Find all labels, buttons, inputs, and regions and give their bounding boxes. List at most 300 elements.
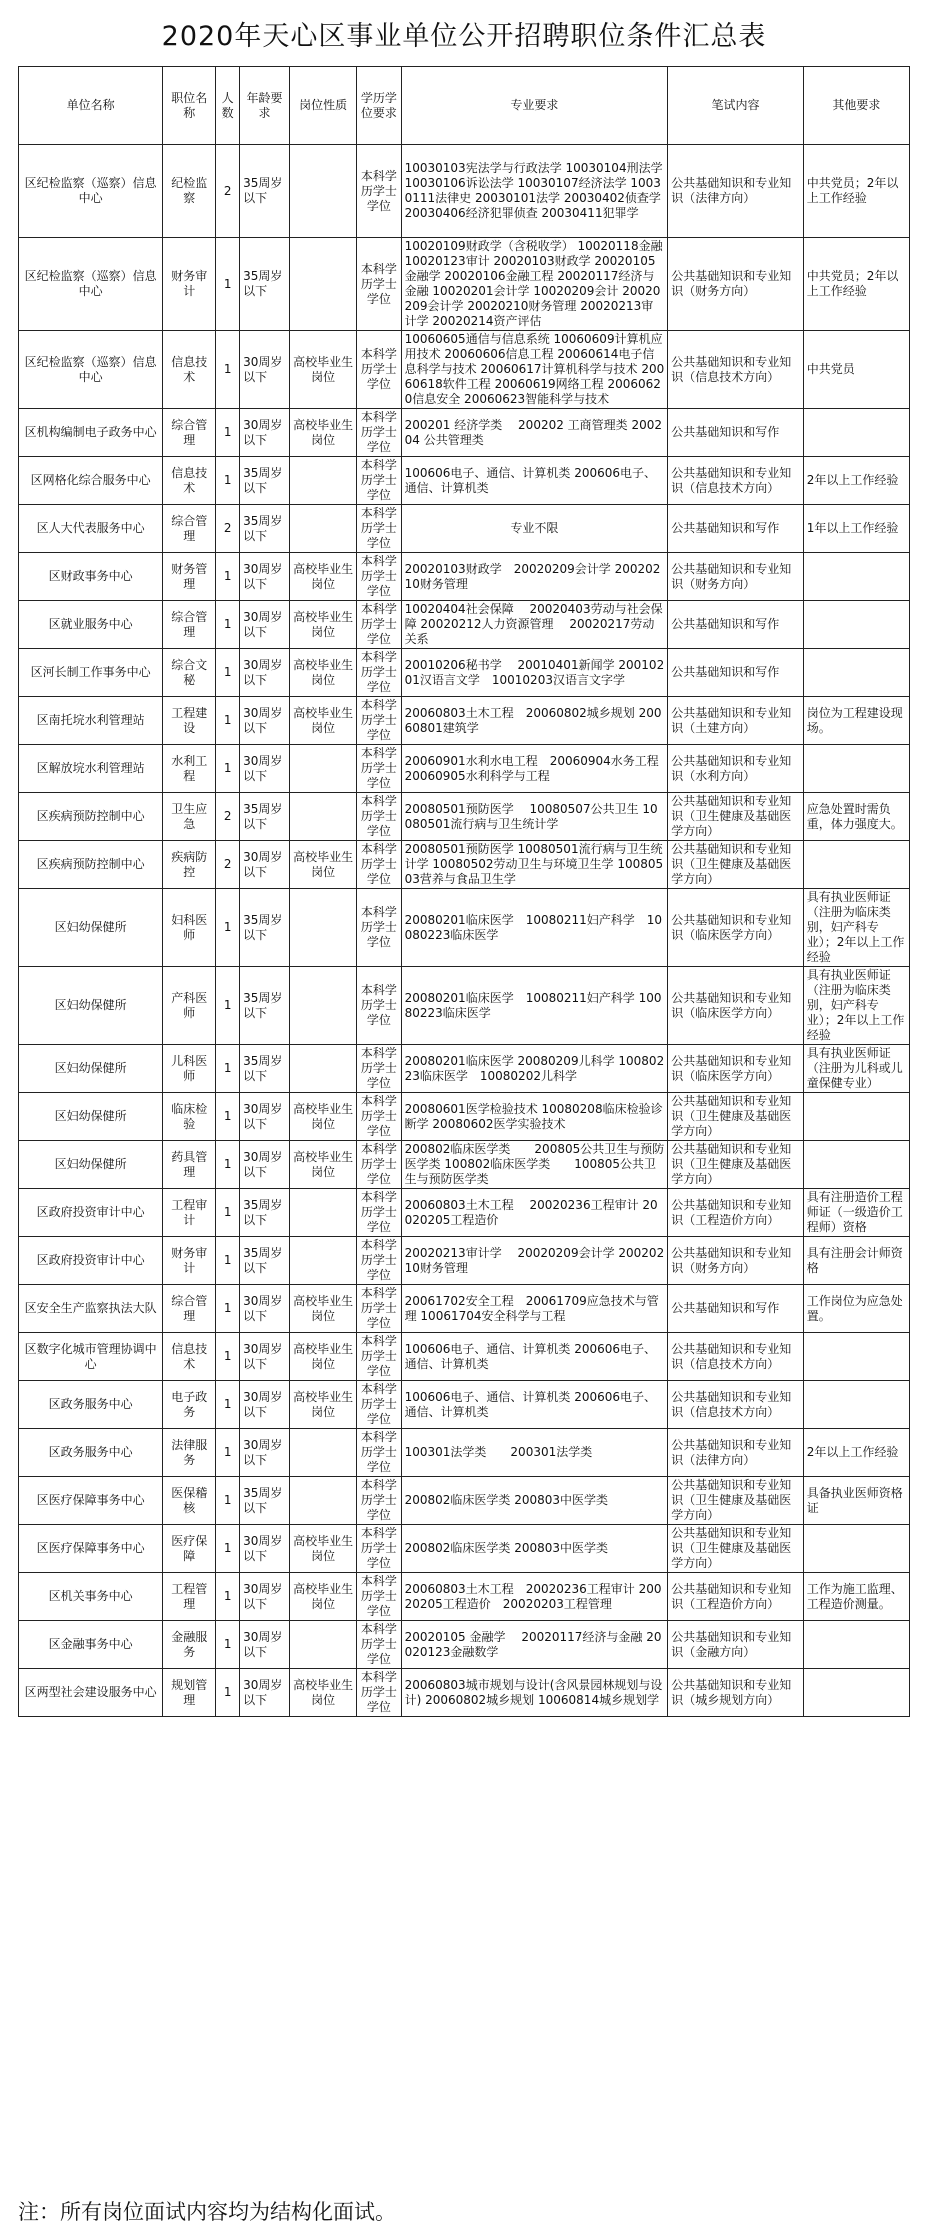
position-cell: 工程建设: [163, 697, 216, 745]
column-header: 专业要求: [401, 67, 668, 145]
unit-name-cell: 区纪检监察（巡察）信息中心: [19, 145, 163, 238]
post-type-cell: 高校毕业生岗位: [289, 409, 356, 457]
table-row: [19, 1525, 910, 1573]
table-row: [19, 553, 910, 601]
major-cell: 10060605通信与信息系统 10060609计算机应用技术 20060606信息工程 20060614电子信息科学与技术 20060617计算机科学与技术 20060618软件工程 20060619网络工程 20060620信息安全 20060623智能科学与技术: [401, 331, 668, 409]
count-cell: 1: [216, 1285, 240, 1333]
age-cell: 35周岁以下: [240, 967, 290, 1045]
count-cell: 2: [216, 793, 240, 841]
other-cell: [803, 601, 909, 649]
post-type-cell: [289, 967, 356, 1045]
age-cell: 35周岁以下: [240, 1237, 290, 1285]
other-cell: [803, 1525, 909, 1573]
position-cell: 规划管理: [163, 1669, 216, 1717]
post-type-cell: 高校毕业生岗位: [289, 697, 356, 745]
table-row: [19, 1189, 910, 1237]
exam-cell: 公共基础知识和专业知识（临床医学方向）: [668, 889, 803, 967]
unit-name-cell: 区机构编制电子政务中心: [19, 409, 163, 457]
other-cell: [803, 409, 909, 457]
exam-cell: 公共基础知识和专业知识（卫生健康及基础医学方向）: [668, 1093, 803, 1141]
table-row: [19, 889, 910, 967]
column-header: 学历学位要求: [357, 67, 401, 145]
other-cell: [803, 1141, 909, 1189]
exam-cell: 公共基础知识和专业知识（信息技术方向）: [668, 1333, 803, 1381]
age-cell: 30周岁以下: [240, 553, 290, 601]
position-cell: 财务管理: [163, 553, 216, 601]
exam-cell: 公共基础知识和专业知识（财务方向）: [668, 238, 803, 331]
major-cell: 10020404社会保障 20020403劳动与社会保障 20020212人力资源管理 20020217劳动关系: [401, 601, 668, 649]
count-cell: 1: [216, 649, 240, 697]
position-cell: 法律服务: [163, 1429, 216, 1477]
post-type-cell: 高校毕业生岗位: [289, 1141, 356, 1189]
major-cell: 专业不限: [401, 505, 668, 553]
exam-cell: 公共基础知识和专业知识（城乡规划方向）: [668, 1669, 803, 1717]
table-row: [19, 457, 910, 505]
position-cell: 工程审计: [163, 1189, 216, 1237]
degree-cell: 本科学历学士学位: [357, 331, 401, 409]
unit-name-cell: 区机关事务中心: [19, 1573, 163, 1621]
major-cell: 20060803土木工程 20020236工程审计 20020205工程造价: [401, 1189, 668, 1237]
unit-name-cell: 区纪检监察（巡察）信息中心: [19, 238, 163, 331]
exam-cell: 公共基础知识和专业知识（水利方向）: [668, 745, 803, 793]
major-cell: 20080601医学检验技术 10080208临床检验诊断学 20080602医学实验技术: [401, 1093, 668, 1141]
unit-name-cell: 区安全生产监察执法大队: [19, 1285, 163, 1333]
post-type-cell: [289, 889, 356, 967]
other-cell: [803, 1381, 909, 1429]
position-cell: 信息技术: [163, 1333, 216, 1381]
degree-cell: 本科学历学士学位: [357, 697, 401, 745]
post-type-cell: [289, 1621, 356, 1669]
count-cell: 1: [216, 889, 240, 967]
other-cell: 应急处置时需负重，体力强度大。: [803, 793, 909, 841]
position-cell: 信息技术: [163, 331, 216, 409]
column-header: 笔试内容: [668, 67, 803, 145]
major-cell: 100606电子、通信、计算机类 200606电子、通信、计算机类: [401, 457, 668, 505]
major-cell: 100606电子、通信、计算机类 200606电子、通信、计算机类: [401, 1333, 668, 1381]
degree-cell: 本科学历学士学位: [357, 889, 401, 967]
age-cell: 30周岁以下: [240, 601, 290, 649]
exam-cell: 公共基础知识和专业知识（卫生健康及基础医学方向）: [668, 1477, 803, 1525]
position-cell: 医保稽核: [163, 1477, 216, 1525]
exam-cell: 公共基础知识和专业知识（卫生健康及基础医学方向）: [668, 1141, 803, 1189]
degree-cell: 本科学历学士学位: [357, 793, 401, 841]
post-type-cell: 高校毕业生岗位: [289, 331, 356, 409]
count-cell: 1: [216, 697, 240, 745]
post-type-cell: [289, 238, 356, 331]
count-cell: 1: [216, 1621, 240, 1669]
exam-cell: 公共基础知识和专业知识（临床医学方向）: [668, 967, 803, 1045]
degree-cell: 本科学历学士学位: [357, 1669, 401, 1717]
post-type-cell: [289, 793, 356, 841]
degree-cell: 本科学历学士学位: [357, 238, 401, 331]
count-cell: 1: [216, 238, 240, 331]
table-row: [19, 505, 910, 553]
degree-cell: 本科学历学士学位: [357, 1429, 401, 1477]
position-cell: 综合管理: [163, 1285, 216, 1333]
other-cell: 具备执业医师资格证: [803, 1477, 909, 1525]
position-cell: 卫生应急: [163, 793, 216, 841]
post-type-cell: 高校毕业生岗位: [289, 553, 356, 601]
count-cell: 1: [216, 1237, 240, 1285]
position-cell: 药具管理: [163, 1141, 216, 1189]
exam-cell: 公共基础知识和专业知识（卫生健康及基础医学方向）: [668, 793, 803, 841]
unit-name-cell: 区网格化综合服务中心: [19, 457, 163, 505]
major-cell: 20080501预防医学 10080507公共卫生 10080501流行病与卫生统计学: [401, 793, 668, 841]
degree-cell: 本科学历学士学位: [357, 1237, 401, 1285]
count-cell: 1: [216, 601, 240, 649]
exam-cell: 公共基础知识和写作: [668, 505, 803, 553]
table-row: [19, 649, 910, 697]
position-cell: 财务审计: [163, 1237, 216, 1285]
count-cell: 1: [216, 1669, 240, 1717]
other-cell: 岗位为工程建设现场。: [803, 697, 909, 745]
unit-name-cell: 区数字化城市管理协调中心: [19, 1333, 163, 1381]
degree-cell: 本科学历学士学位: [357, 1573, 401, 1621]
age-cell: 35周岁以下: [240, 889, 290, 967]
unit-name-cell: 区医疗保障事务中心: [19, 1525, 163, 1573]
post-type-cell: 高校毕业生岗位: [289, 1381, 356, 1429]
post-type-cell: [289, 457, 356, 505]
count-cell: 1: [216, 331, 240, 409]
age-cell: 35周岁以下: [240, 1477, 290, 1525]
table-row: [19, 1093, 910, 1141]
major-cell: 20080201临床医学 10080211妇产科学 10080223临床医学: [401, 889, 668, 967]
age-cell: 30周岁以下: [240, 1141, 290, 1189]
degree-cell: 本科学历学士学位: [357, 1333, 401, 1381]
exam-cell: 公共基础知识和专业知识（财务方向）: [668, 553, 803, 601]
exam-cell: 公共基础知识和写作: [668, 409, 803, 457]
position-cell: 儿科医师: [163, 1045, 216, 1093]
age-cell: 30周岁以下: [240, 331, 290, 409]
exam-cell: 公共基础知识和专业知识（工程造价方向）: [668, 1573, 803, 1621]
count-cell: 1: [216, 1333, 240, 1381]
table-row: [19, 238, 910, 331]
major-cell: 20080501预防医学 10080501流行病与卫生统计学 10080502劳动卫生与环境卫生学 10080503营养与食品卫生学: [401, 841, 668, 889]
post-type-cell: 高校毕业生岗位: [289, 1525, 356, 1573]
count-cell: 1: [216, 1045, 240, 1093]
age-cell: 30周岁以下: [240, 649, 290, 697]
major-cell: 20080201临床医学 20080209儿科学 10080223临床医学 10080202儿科学: [401, 1045, 668, 1093]
table-row: [19, 1621, 910, 1669]
other-cell: 具有执业医师证（注册为临床类别，妇产科专业）；2年以上工作经验: [803, 967, 909, 1045]
other-cell: 具有注册造价工程师证（一级造价工程师）资格: [803, 1189, 909, 1237]
major-cell: 20061702安全工程 20061709应急技术与管理 10061704安全科学与工程: [401, 1285, 668, 1333]
age-cell: 30周岁以下: [240, 1669, 290, 1717]
exam-cell: 公共基础知识和写作: [668, 649, 803, 697]
position-cell: 综合管理: [163, 601, 216, 649]
degree-cell: 本科学历学士学位: [357, 1045, 401, 1093]
position-cell: 信息技术: [163, 457, 216, 505]
degree-cell: 本科学历学士学位: [357, 553, 401, 601]
major-cell: 200802临床医学类 200805公共卫生与预防医学类 100802临床医学类 100805公共卫生与预防医学类: [401, 1141, 668, 1189]
unit-name-cell: 区金融事务中心: [19, 1621, 163, 1669]
age-cell: 30周岁以下: [240, 1381, 290, 1429]
degree-cell: 本科学历学士学位: [357, 145, 401, 238]
age-cell: 30周岁以下: [240, 1333, 290, 1381]
degree-cell: 本科学历学士学位: [357, 1141, 401, 1189]
unit-name-cell: 区两型社会建设服务中心: [19, 1669, 163, 1717]
major-cell: 20020103财政学 20020209会计学 20020210财务管理: [401, 553, 668, 601]
age-cell: 30周岁以下: [240, 1573, 290, 1621]
table-row: [19, 1285, 910, 1333]
major-cell: 100606电子、通信、计算机类 200606电子、通信、计算机类: [401, 1381, 668, 1429]
post-type-cell: [289, 505, 356, 553]
count-cell: 1: [216, 1381, 240, 1429]
table-row: [19, 1237, 910, 1285]
other-cell: 中共党员；2年以上工作经验: [803, 238, 909, 331]
exam-cell: 公共基础知识和写作: [668, 601, 803, 649]
major-cell: 20060803土木工程 20060802城乡规划 20060801建筑学: [401, 697, 668, 745]
degree-cell: 本科学历学士学位: [357, 1621, 401, 1669]
count-cell: 1: [216, 1189, 240, 1237]
major-cell: 20020105 金融学 20020117经济与金融 20020123金融数学: [401, 1621, 668, 1669]
position-cell: 综合管理: [163, 505, 216, 553]
position-cell: 工程管理: [163, 1573, 216, 1621]
column-header: 年龄要求: [240, 67, 290, 145]
unit-name-cell: 区医疗保障事务中心: [19, 1477, 163, 1525]
degree-cell: 本科学历学士学位: [357, 745, 401, 793]
major-cell: 20060803土木工程 20020236工程审计 20020205工程造价 20020203工程管理: [401, 1573, 668, 1621]
post-type-cell: [289, 1045, 356, 1093]
count-cell: 1: [216, 409, 240, 457]
degree-cell: 本科学历学士学位: [357, 841, 401, 889]
post-type-cell: 高校毕业生岗位: [289, 841, 356, 889]
exam-cell: 公共基础知识和专业知识（信息技术方向）: [668, 331, 803, 409]
post-type-cell: 高校毕业生岗位: [289, 1573, 356, 1621]
other-cell: 工作为施工监理、工程造价测量。: [803, 1573, 909, 1621]
degree-cell: 本科学历学士学位: [357, 409, 401, 457]
other-cell: [803, 1333, 909, 1381]
exam-cell: 公共基础知识和专业知识（土建方向）: [668, 697, 803, 745]
unit-name-cell: 区就业服务中心: [19, 601, 163, 649]
unit-name-cell: 区妇幼保健所: [19, 1141, 163, 1189]
count-cell: 1: [216, 1141, 240, 1189]
exam-cell: 公共基础知识和专业知识（工程造价方向）: [668, 1189, 803, 1237]
count-cell: 1: [216, 1525, 240, 1573]
table-row: [19, 967, 910, 1045]
degree-cell: 本科学历学士学位: [357, 601, 401, 649]
major-cell: 200802临床医学类 200803中医学类: [401, 1525, 668, 1573]
unit-name-cell: 区财政事务中心: [19, 553, 163, 601]
age-cell: 30周岁以下: [240, 1525, 290, 1573]
exam-cell: 公共基础知识和专业知识（卫生健康及基础医学方向）: [668, 1525, 803, 1573]
table-row: [19, 1141, 910, 1189]
age-cell: 35周岁以下: [240, 1189, 290, 1237]
unit-name-cell: 区妇幼保健所: [19, 1093, 163, 1141]
unit-name-cell: 区人大代表服务中心: [19, 505, 163, 553]
footnote: 注：所有岗位面试内容均为结构化面试。: [18, 2200, 396, 2224]
age-cell: 35周岁以下: [240, 145, 290, 238]
post-type-cell: 高校毕业生岗位: [289, 601, 356, 649]
other-cell: 具有注册会计师资格: [803, 1237, 909, 1285]
exam-cell: 公共基础知识和专业知识（信息技术方向）: [668, 457, 803, 505]
unit-name-cell: 区政务服务中心: [19, 1429, 163, 1477]
position-cell: 电子政务: [163, 1381, 216, 1429]
unit-name-cell: 区疾病预防控制中心: [19, 841, 163, 889]
other-cell: [803, 649, 909, 697]
degree-cell: 本科学历学士学位: [357, 457, 401, 505]
other-cell: [803, 841, 909, 889]
count-cell: 1: [216, 967, 240, 1045]
table-body: [19, 145, 910, 1717]
count-cell: 1: [216, 745, 240, 793]
table-row: [19, 1333, 910, 1381]
major-cell: 20080201临床医学 10080211妇产科学 10080223临床医学: [401, 967, 668, 1045]
exam-cell: 公共基础知识和专业知识（信息技术方向）: [668, 1381, 803, 1429]
major-cell: 10020109财政学（含税收学） 10020118金融 10020123审计 20020103财政学 20020105金融学 20020106金融工程 20020117经济与金融 10020201会计学 10020209会计 20020209会计学 20020210财务管理 20020213审计学 20020214资产评估: [401, 238, 668, 331]
degree-cell: 本科学历学士学位: [357, 649, 401, 697]
unit-name-cell: 区妇幼保健所: [19, 967, 163, 1045]
count-cell: 2: [216, 505, 240, 553]
major-cell: 200201 经济学类 200202 工商管理类 200204 公共管理类: [401, 409, 668, 457]
other-cell: 2年以上工作经验: [803, 457, 909, 505]
table-row: [19, 745, 910, 793]
major-cell: 20060901水利水电工程 20060904水务工程 20060905水利科学与工程: [401, 745, 668, 793]
position-cell: 水利工程: [163, 745, 216, 793]
table-row: [19, 331, 910, 409]
degree-cell: 本科学历学士学位: [357, 1381, 401, 1429]
degree-cell: 本科学历学士学位: [357, 1477, 401, 1525]
column-header: 其他要求: [803, 67, 909, 145]
post-type-cell: 高校毕业生岗位: [289, 1333, 356, 1381]
other-cell: [803, 1621, 909, 1669]
post-type-cell: 高校毕业生岗位: [289, 1285, 356, 1333]
other-cell: 具有执业医师证（注册为临床类别，妇产科专业）；2年以上工作经验: [803, 889, 909, 967]
exam-cell: 公共基础知识和专业知识（临床医学方向）: [668, 1045, 803, 1093]
table-row: [19, 1669, 910, 1717]
other-cell: [803, 1669, 909, 1717]
other-cell: 工作岗位为应急处置。: [803, 1285, 909, 1333]
position-cell: 财务审计: [163, 238, 216, 331]
degree-cell: 本科学历学士学位: [357, 505, 401, 553]
exam-cell: 公共基础知识和专业知识（卫生健康及基础医学方向）: [668, 841, 803, 889]
table-row: [19, 1381, 910, 1429]
post-type-cell: [289, 1189, 356, 1237]
position-cell: 医疗保障: [163, 1525, 216, 1573]
unit-name-cell: 区政府投资审计中心: [19, 1237, 163, 1285]
column-header: 人数: [216, 67, 240, 145]
unit-name-cell: 区解放垸水利管理站: [19, 745, 163, 793]
other-cell: 中共党员: [803, 331, 909, 409]
count-cell: 2: [216, 145, 240, 238]
position-cell: 综合管理: [163, 409, 216, 457]
age-cell: 30周岁以下: [240, 1093, 290, 1141]
age-cell: 35周岁以下: [240, 457, 290, 505]
post-type-cell: 高校毕业生岗位: [289, 1093, 356, 1141]
count-cell: 1: [216, 1093, 240, 1141]
degree-cell: 本科学历学士学位: [357, 1093, 401, 1141]
age-cell: 30周岁以下: [240, 1429, 290, 1477]
exam-cell: 公共基础知识和专业知识（法律方向）: [668, 1429, 803, 1477]
table-row: [19, 1429, 910, 1477]
table-row: [19, 1045, 910, 1093]
post-type-cell: [289, 1429, 356, 1477]
unit-name-cell: 区妇幼保健所: [19, 1045, 163, 1093]
position-cell: 妇科医师: [163, 889, 216, 967]
post-type-cell: [289, 1237, 356, 1285]
table-row: [19, 841, 910, 889]
unit-name-cell: 区疾病预防控制中心: [19, 793, 163, 841]
major-cell: 200802临床医学类 200803中医学类: [401, 1477, 668, 1525]
other-cell: 1年以上工作经验: [803, 505, 909, 553]
age-cell: 35周岁以下: [240, 505, 290, 553]
age-cell: 30周岁以下: [240, 1621, 290, 1669]
age-cell: 35周岁以下: [240, 1045, 290, 1093]
position-cell: 纪检监察: [163, 145, 216, 238]
degree-cell: 本科学历学士学位: [357, 1525, 401, 1573]
major-cell: 10030103宪法学与行政法学 10030104刑法学 10030106诉讼法学 10030107经济法学 10030111法律史 20030101法学 20030402侦查学20030406经济犯罪侦查 20030411犯罪学: [401, 145, 668, 238]
degree-cell: 本科学历学士学位: [357, 967, 401, 1045]
exam-cell: 公共基础知识和专业知识（法律方向）: [668, 145, 803, 238]
column-header: 职位名称: [163, 67, 216, 145]
unit-name-cell: 区政务服务中心: [19, 1381, 163, 1429]
table-row: [19, 601, 910, 649]
count-cell: 1: [216, 1477, 240, 1525]
age-cell: 30周岁以下: [240, 841, 290, 889]
unit-name-cell: 区纪检监察（巡察）信息中心: [19, 331, 163, 409]
degree-cell: 本科学历学士学位: [357, 1189, 401, 1237]
table-row: [19, 697, 910, 745]
table-row: [19, 1573, 910, 1621]
unit-name-cell: 区南托垸水利管理站: [19, 697, 163, 745]
major-cell: 20060803城市规划与设计(含风景园林规划与设计) 20060802城乡规划 10060814城乡规划学: [401, 1669, 668, 1717]
age-cell: 30周岁以下: [240, 697, 290, 745]
age-cell: 30周岁以下: [240, 409, 290, 457]
age-cell: 35周岁以下: [240, 793, 290, 841]
table-row: [19, 145, 910, 238]
other-cell: [803, 1093, 909, 1141]
count-cell: 1: [216, 553, 240, 601]
table-row: [19, 793, 910, 841]
unit-name-cell: 区河长制工作事务中心: [19, 649, 163, 697]
post-type-cell: 高校毕业生岗位: [289, 1669, 356, 1717]
major-cell: 100301法学类 200301法学类: [401, 1429, 668, 1477]
post-type-cell: [289, 745, 356, 793]
post-type-cell: [289, 1477, 356, 1525]
degree-cell: 本科学历学士学位: [357, 1285, 401, 1333]
column-header: 单位名称: [19, 67, 163, 145]
other-cell: [803, 553, 909, 601]
exam-cell: 公共基础知识和写作: [668, 1285, 803, 1333]
count-cell: 2: [216, 841, 240, 889]
unit-name-cell: 区政府投资审计中心: [19, 1189, 163, 1237]
position-cell: 疾病防控: [163, 841, 216, 889]
post-type-cell: 高校毕业生岗位: [289, 649, 356, 697]
position-cell: 临床检验: [163, 1093, 216, 1141]
other-cell: 具有执业医师证（注册为儿科或儿童保健专业）: [803, 1045, 909, 1093]
table-row: [19, 409, 910, 457]
page-title: 2020年天心区事业单位公开招聘职位条件汇总表: [161, 21, 767, 52]
table-row: [19, 1477, 910, 1525]
age-cell: 35周岁以下: [240, 238, 290, 331]
position-cell: 综合文秘: [163, 649, 216, 697]
other-cell: 中共党员；2年以上工作经验: [803, 145, 909, 238]
position-cell: 金融服务: [163, 1621, 216, 1669]
major-cell: 20020213审计学 20020209会计学 20020210财务管理: [401, 1237, 668, 1285]
positions-table: [18, 66, 910, 1717]
exam-cell: 公共基础知识和专业知识（金融方向）: [668, 1621, 803, 1669]
count-cell: 1: [216, 1429, 240, 1477]
count-cell: 1: [216, 1573, 240, 1621]
age-cell: 30周岁以下: [240, 1285, 290, 1333]
position-cell: 产科医师: [163, 967, 216, 1045]
unit-name-cell: 区妇幼保健所: [19, 889, 163, 967]
major-cell: 20010206秘书学 20010401新闻学 20010201汉语言文学 10010203汉语言文字学: [401, 649, 668, 697]
exam-cell: 公共基础知识和专业知识（财务方向）: [668, 1237, 803, 1285]
table-header-row: [19, 67, 910, 145]
other-cell: 2年以上工作经验: [803, 1429, 909, 1477]
post-type-cell: [289, 145, 356, 238]
